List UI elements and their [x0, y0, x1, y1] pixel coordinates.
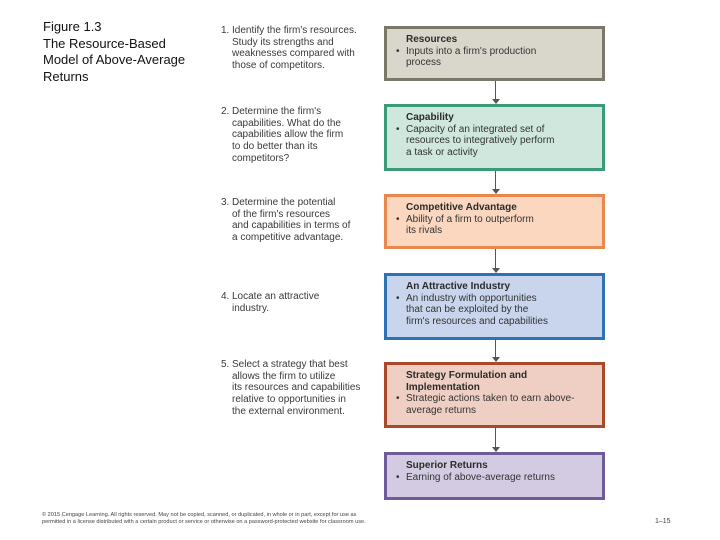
- box-description: Inputs into a firm's production: [406, 45, 537, 57]
- box-description: a task or activity: [406, 147, 478, 159]
- step-number: 1.: [221, 25, 230, 36]
- figure-title-line: Model of Above-Average: [43, 52, 186, 67]
- figure-title-line: The Resource-Based: [43, 35, 166, 51]
- step-line: Determine the potential: [232, 197, 336, 208]
- arrow-down-icon: [493, 340, 499, 362]
- step-3: [221, 197, 371, 244]
- bullet-icon: •: [396, 393, 400, 405]
- bullet-icon: •: [396, 471, 400, 483]
- step-line: Locate an attractive: [232, 291, 320, 302]
- strategy-formulation-box: [384, 362, 605, 428]
- bullet-icon: •: [396, 213, 400, 225]
- box-title: Strategy Formulation and: [406, 370, 528, 381]
- box-title: An Attractive Industry: [406, 281, 511, 292]
- step-4: [221, 291, 371, 314]
- step-line: relative to opportunities in: [232, 394, 346, 406]
- step-line: of the firm's resources: [232, 208, 331, 220]
- competitive-advantage-box: [384, 194, 605, 249]
- arrow-down-icon: [493, 81, 499, 104]
- bullet-icon: •: [396, 292, 400, 304]
- box-description: An industry with opportunities: [406, 292, 537, 304]
- step-line: a competitive advantage.: [232, 232, 344, 244]
- box-title: Competitive Advantage: [406, 202, 517, 213]
- figure-title: [43, 19, 218, 85]
- arrow-down-icon: [493, 249, 499, 273]
- step-line: capabilities. What do the: [232, 117, 341, 129]
- step-line: capabilities allow the firm: [232, 129, 344, 141]
- box-description: average returns: [406, 405, 477, 417]
- box-title: Superior Returns: [406, 460, 488, 471]
- box-description: Capacity of an integrated set of: [406, 123, 545, 135]
- step-line: and capabilities in terms of: [232, 220, 351, 232]
- step-line: industry.: [232, 302, 270, 314]
- superior-returns-box: [384, 452, 605, 500]
- step-5: [221, 359, 371, 418]
- box-title: Resources: [406, 34, 458, 45]
- box-title: Implementation: [406, 381, 480, 393]
- step-line: its resources and capabilities: [232, 382, 361, 394]
- box-description: Strategic actions taken to earn above-: [406, 393, 575, 405]
- step-line: those of competitors.: [232, 60, 325, 72]
- step-line: allows the firm to utilize: [232, 370, 336, 382]
- bullet-icon: •: [396, 45, 400, 57]
- box-description: its rivals: [406, 225, 443, 237]
- figure-title-line: Figure 1.3: [43, 19, 102, 34]
- step-line: the external environment.: [232, 405, 345, 417]
- step-line: Select a strategy that best: [232, 359, 348, 370]
- capability-box: [384, 104, 605, 171]
- step-number: 3.: [221, 197, 230, 208]
- box-description: Earning of above-average returns: [406, 471, 555, 483]
- step-number: 4.: [221, 291, 230, 302]
- step-1: [221, 25, 371, 72]
- copyright-notice: [42, 512, 512, 526]
- step-line: competitors?: [232, 152, 290, 164]
- box-description: process: [406, 57, 442, 69]
- resources-box: [384, 26, 605, 81]
- box-description: that can be exploited by the: [406, 304, 529, 316]
- bullet-icon: •: [396, 123, 400, 135]
- figure-title-line: Returns: [43, 68, 89, 84]
- arrow-down-icon: [493, 428, 499, 452]
- box-title: Capability: [406, 112, 454, 123]
- step-line: to do better than its: [232, 141, 318, 153]
- step-line: Study its strengths and: [232, 36, 334, 48]
- step-2: [221, 106, 371, 165]
- box-description: resources to integratively perform: [406, 135, 555, 147]
- step-line: weaknesses compared with: [232, 48, 355, 60]
- step-number: 5.: [221, 359, 230, 370]
- box-description: firm's resources and capabilities: [406, 316, 548, 328]
- step-line: Determine the firm's: [232, 106, 322, 117]
- page-number: 1–15: [655, 518, 671, 525]
- step-number: 2.: [221, 106, 230, 117]
- attractive-industry-box: [384, 273, 605, 340]
- box-description: Ability of a firm to outperform: [406, 213, 534, 225]
- arrow-down-icon: [493, 171, 499, 194]
- copyright-line: permitted in a license distributed with a certain product or service or otherwise on a password-protected website for classroom use.: [42, 519, 366, 525]
- step-line: Identify the firm's resources.: [232, 25, 357, 36]
- copyright-line: © 2015 Cengage Learning. All rights reserved. May not be copied, scanned, or duplicated, in whole or in part, except for use as: [42, 512, 357, 518]
